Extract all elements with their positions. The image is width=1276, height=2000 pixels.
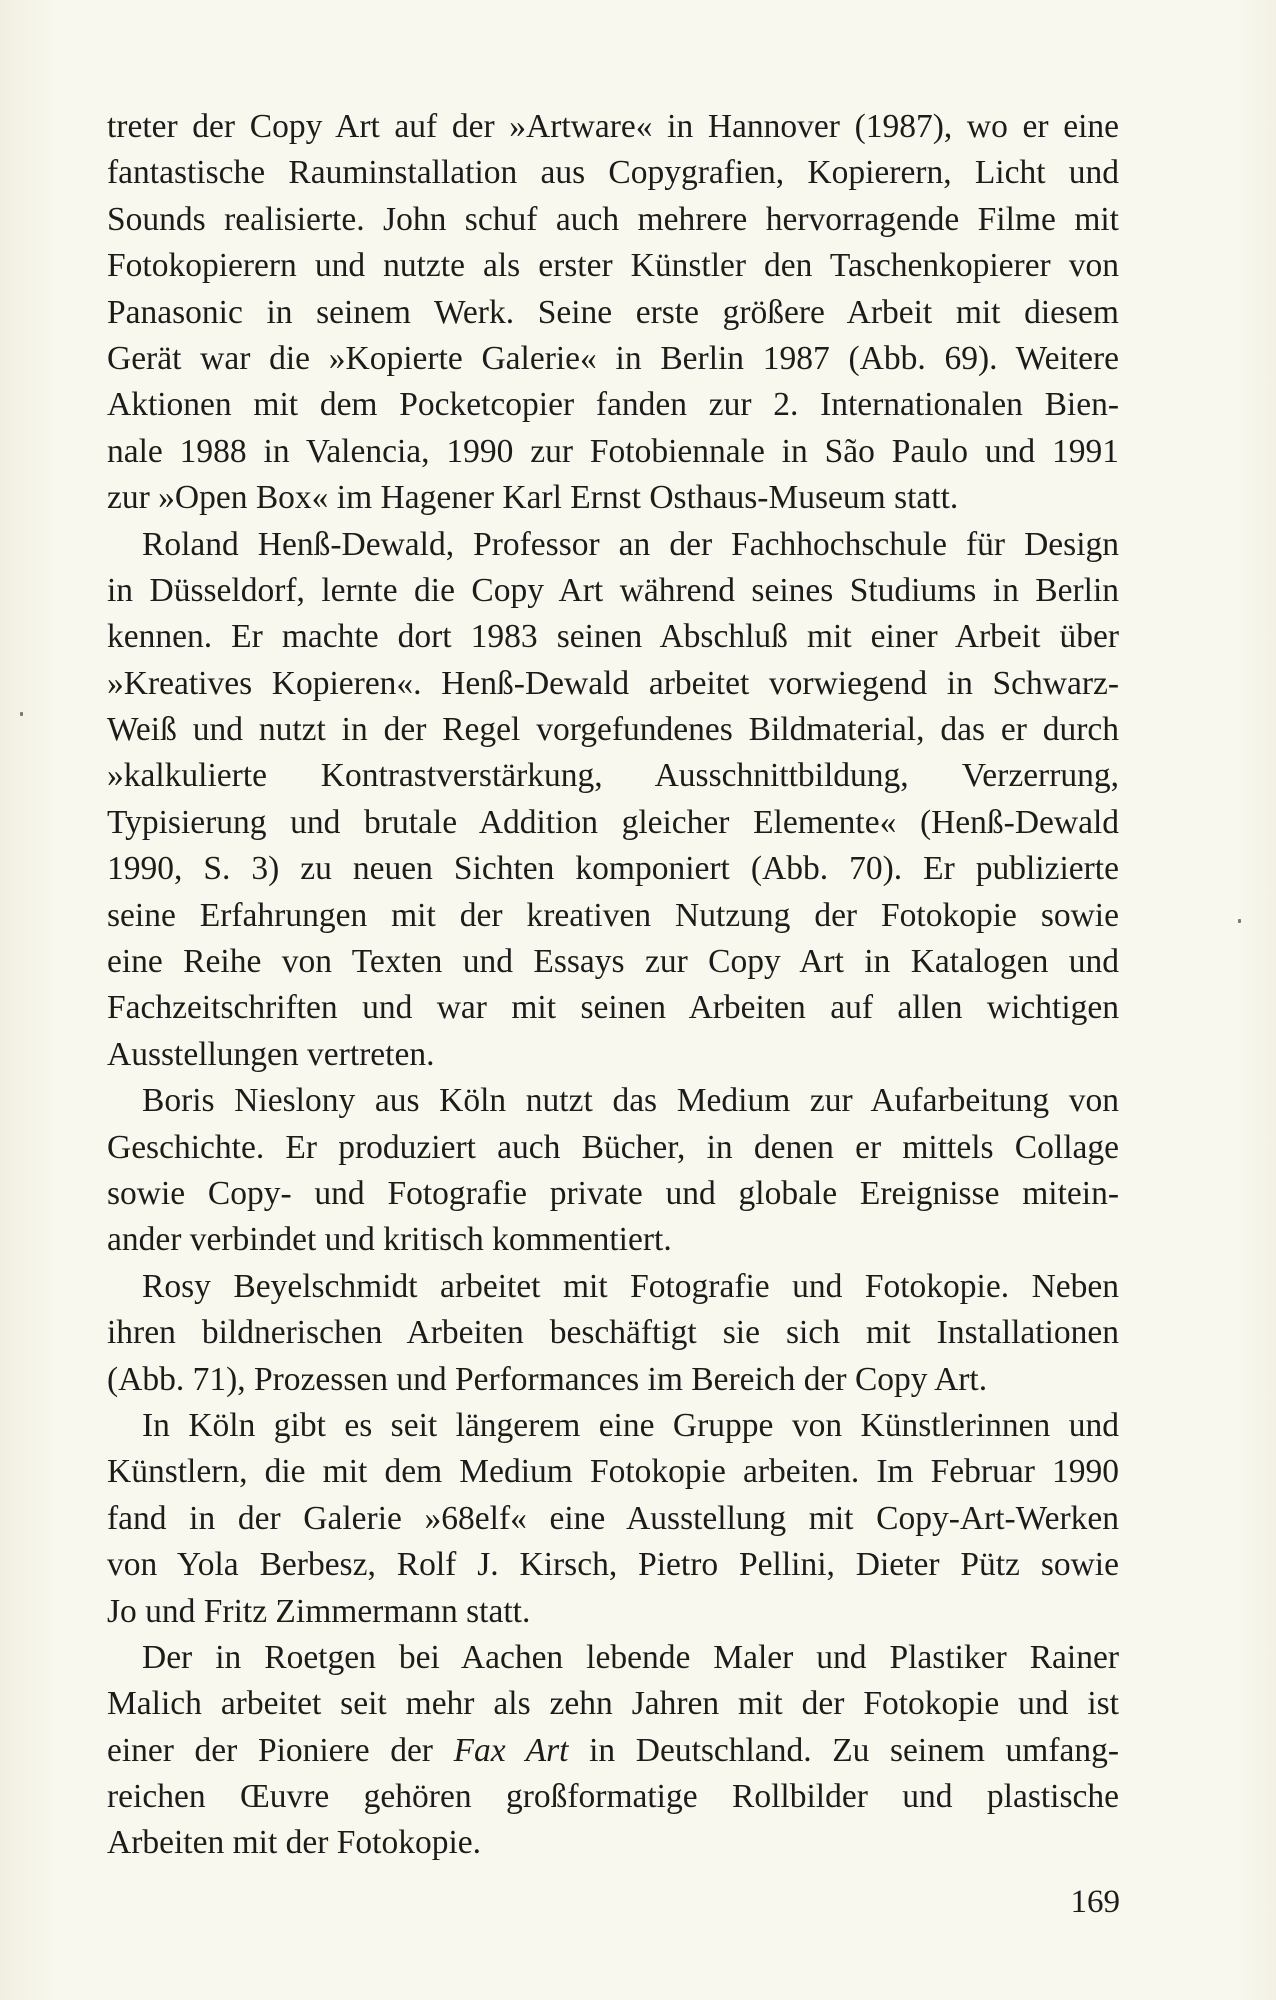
paragraph-start-line: Roland Henß-Dewald, Professor an der Fachhochschule für Design — [142, 525, 1119, 563]
text-line: »kalkulierte Kontrastverstärkung, Ausschnittbildung, Verzerrung, — [107, 757, 1119, 795]
text-line: reichen Œuvre gehören großformatige Rollbilder und plastische — [107, 1778, 1119, 1816]
text-line: Fachzeitschriften und war mit seinen Arbeiten auf allen wichtigen — [107, 989, 1119, 1027]
page-edge-shadow-right — [1236, 0, 1276, 2000]
text-line: Aktionen mit dem Pocketcopier fanden zur 2. Internationalen Bien- — [107, 386, 1119, 424]
text-segment: in Deutschland. Zu seinem umfang- — [568, 1731, 1119, 1769]
text-line — [107, 1728, 1119, 1774]
text-line: fantastische Rauminstallation aus Copygrafien, Kopierern, Licht und — [107, 154, 1119, 192]
text-line: sowie Copy- und Fotografie private und globale Ereignisse mitein- — [107, 1174, 1119, 1212]
text-line: »Kreatives Kopieren«. Henß-Dewald arbeitet vorwiegend in Schwarz- — [107, 664, 1119, 702]
paragraph-start-line: Der in Roetgen bei Aachen lebende Maler und Plastiker Rainer — [142, 1638, 1119, 1676]
text-segment: einer der Pioniere der — [107, 1731, 454, 1769]
text-line: Malich arbeitet seit mehr als zehn Jahren mit der Fotokopie und ist — [107, 1685, 1119, 1723]
body-text — [107, 104, 1119, 1867]
text-line: eine Reihe von Texten und Essays zur Copy Art in Katalogen und — [107, 943, 1119, 981]
text-line: Gerät war die »Kopierte Galerie« in Berlin 1987 (Abb. 69). Weitere — [107, 339, 1119, 377]
text-line: ihren bildnerischen Arbeiten beschäftigt sie sich mit Installationen — [107, 1314, 1119, 1352]
text-line: Arbeiten mit der Fotokopie. — [107, 1824, 482, 1862]
page-number: 169 — [1070, 1884, 1120, 1920]
text-line: nale 1988 in Valencia, 1990 zur Fotobiennale in São Paulo und 1991 — [107, 432, 1119, 470]
paragraph-start-line: Rosy Beyelschmidt arbeitet mit Fotografie und Fotokopie. Neben — [142, 1267, 1119, 1305]
text-line: Weiß und nutzt in der Regel vorgefundenes Bildmaterial, das er durch — [107, 711, 1119, 749]
page-edge-shadow — [0, 0, 60, 2000]
paragraph-start-line: Boris Nieslony aus Köln nutzt das Medium zur Aufarbeitung von — [142, 1082, 1119, 1120]
text-line: Jo und Fritz Zimmermann statt. — [107, 1592, 531, 1630]
text-line: Fotokopierern und nutzte als erster Künstler den Taschenkopierer von — [107, 247, 1119, 285]
text-line: Typisierung und brutale Addition gleicher Elemente« (Henß-Dewald — [107, 803, 1119, 841]
text-line: Künstlern, die mit dem Medium Fotokopie arbeiten. Im Februar 1990 — [107, 1453, 1119, 1491]
text-line: zur »Open Box« im Hagener Karl Ernst Osthaus-Museum statt. — [107, 479, 959, 517]
text-line: 1990, S. 3) zu neuen Sichten komponiert (Abb. 70). Er publizierte — [107, 850, 1119, 888]
italic-term: Fax Art — [453, 1731, 569, 1769]
text-line: Sounds realisierte. John schuf auch mehrere hervorragende Filme mit — [107, 200, 1119, 238]
text-line: kennen. Er machte dort 1983 seinen Abschluß mit einer Arbeit über — [107, 618, 1119, 656]
text-line: in Düsseldorf, lernte die Copy Art während seines Studiums in Berlin — [107, 571, 1119, 609]
text-line: Panasonic in seinem Werk. Seine erste größere Arbeit mit diesem — [107, 293, 1119, 331]
text-line: ander verbindet und kritisch kommentiert. — [107, 1221, 672, 1259]
text-line: seine Erfahrungen mit der kreativen Nutzung der Fotokopie sowie — [107, 896, 1119, 934]
scan-speck — [20, 712, 23, 716]
text-line: fand in der Galerie »68elf« eine Ausstellung mit Copy-Art-Werken — [107, 1499, 1119, 1537]
text-line: Geschichte. Er produziert auch Bücher, in denen er mittels Collage — [107, 1128, 1119, 1166]
text-line: (Abb. 71), Prozessen und Performances im Bereich der Copy Art. — [107, 1360, 988, 1398]
text-line: Ausstellungen vertreten. — [107, 1035, 435, 1073]
paragraph-start-line: In Köln gibt es seit längerem eine Gruppe von Künstlerinnen und — [142, 1406, 1119, 1444]
text-line: treter der Copy Art auf der »Artware« in Hannover (1987), wo er eine — [107, 108, 1119, 145]
scan-speck — [1238, 919, 1241, 923]
text-line: von Yola Berbesz, Rolf J. Kirsch, Pietro Pellini, Dieter Pütz sowie — [107, 1546, 1119, 1584]
